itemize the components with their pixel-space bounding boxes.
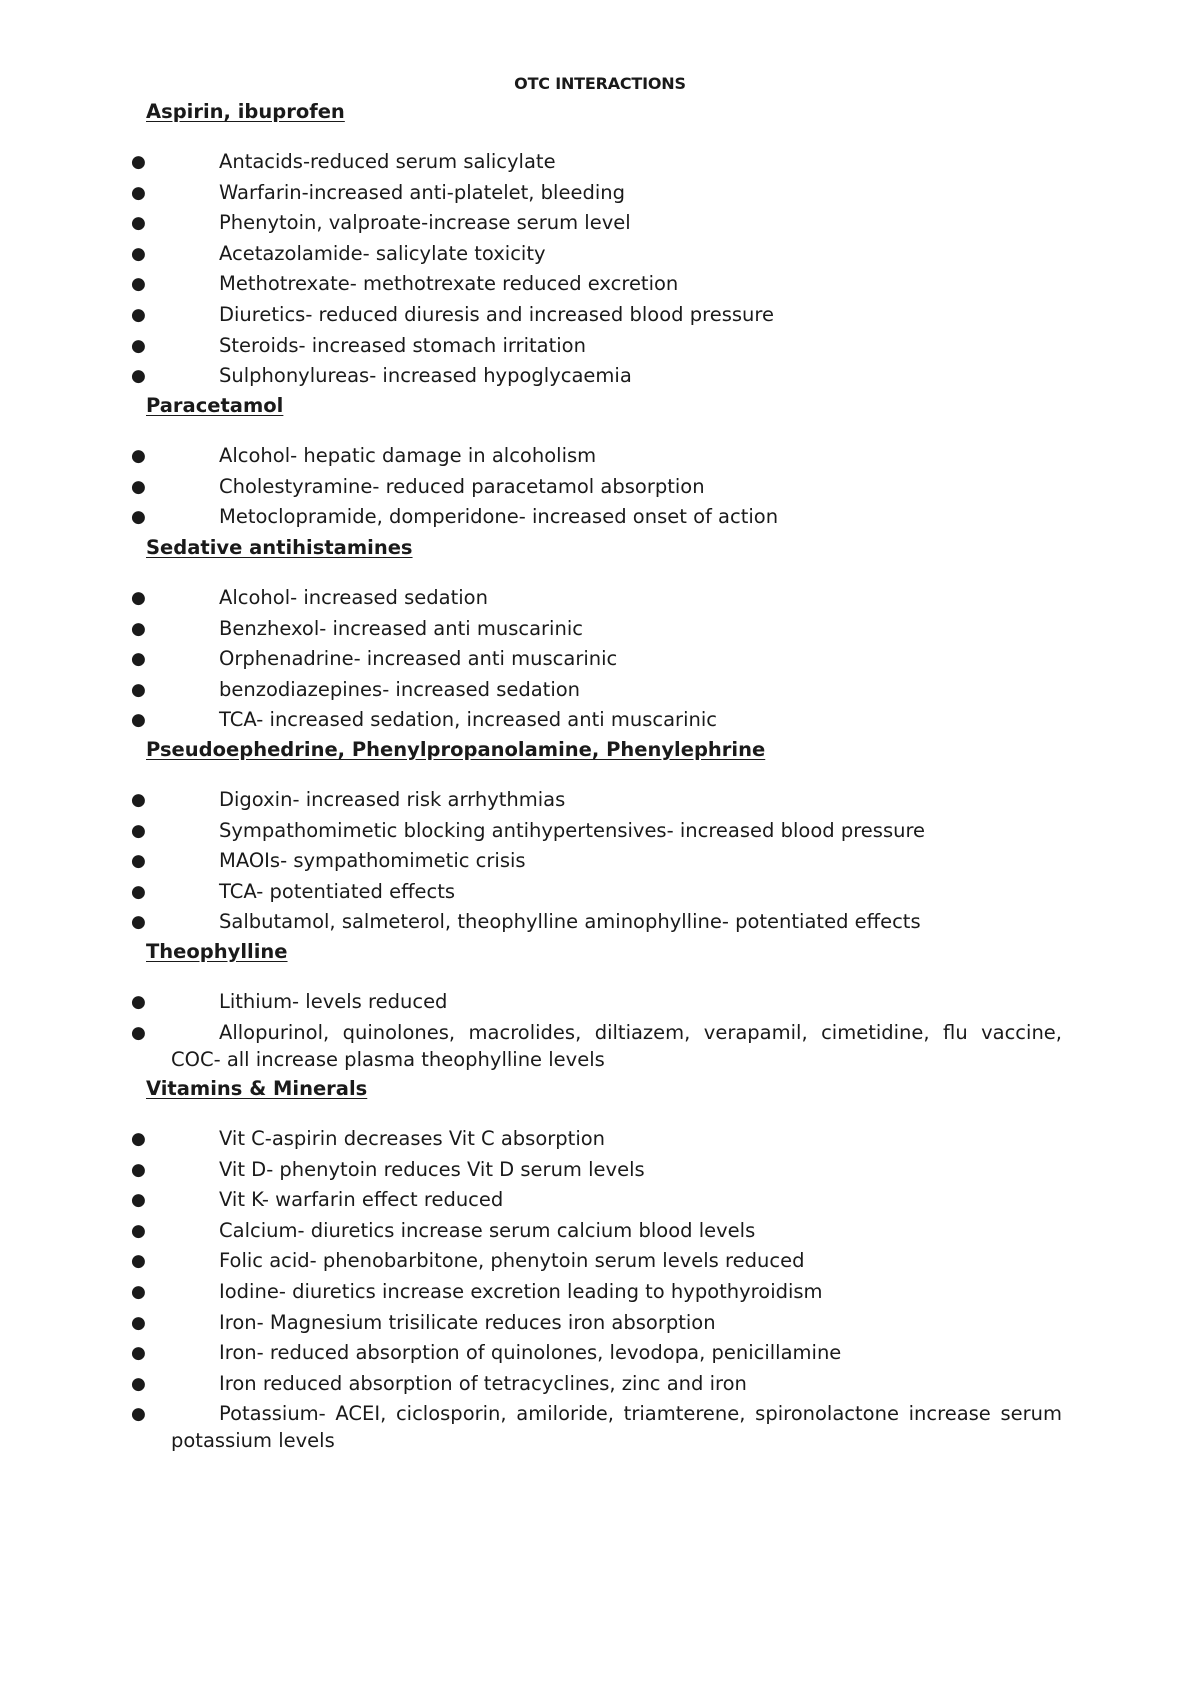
- bullet-icon: ●: [131, 1281, 146, 1302]
- bullet-icon: ●: [131, 992, 146, 1012]
- list-item: ● TCA- increased sedation, increased anti muscarinic: [0, 705, 1200, 736]
- bullet-icon: ●: [131, 912, 146, 933]
- bullet-icon: ●: [131, 710, 146, 731]
- bullet-icon: ●: [131, 366, 146, 387]
- list-item: ● Metoclopramide, domperidone- increased onset of action: [0, 502, 1200, 533]
- list-item: ● Digoxin- increased risk arrhythmias: [0, 785, 1200, 816]
- bullet-icon: ●: [131, 1312, 146, 1333]
- bullet-icon: ●: [131, 476, 146, 497]
- list-item: ● Phenytoin, valproate-increase serum level: [0, 208, 1200, 239]
- list-item: ● Orphenadrine- increased anti muscarinic: [0, 644, 1200, 675]
- list-item: ● Warfarin-increased anti-platelet, bleeding: [0, 178, 1200, 209]
- list-item: ● Sympathomimetic blocking antihypertensives- increased blood pressure: [0, 816, 1200, 847]
- list-item: ● Folic acid- phenobarbitone, phenytoin serum levels reduced: [0, 1246, 1200, 1277]
- bullet-icon: ●: [131, 851, 146, 872]
- bullet-icon: ●: [131, 507, 146, 528]
- bullet-icon: ●: [131, 1404, 146, 1425]
- list-item: ● benzodiazepines- increased sedation: [0, 675, 1200, 706]
- bullet-icon: ●: [131, 304, 146, 325]
- list-item: ● Diuretics- reduced diuresis and increased blood pressure: [0, 300, 1200, 331]
- list-item: ● Sulphonylureas- increased hypoglycaemia: [0, 361, 1200, 392]
- list-item: ● Steroids- increased stomach irritation: [0, 331, 1200, 362]
- list-item: ● Alcohol- hepatic damage in alcoholism: [0, 441, 1200, 472]
- interaction-list: [0, 583, 1200, 736]
- list-item: ● Alcohol- increased sedation: [0, 583, 1200, 614]
- bullet-icon: ●: [131, 618, 146, 639]
- list-item: ● Acetazolamide- salicylate toxicity: [0, 239, 1200, 270]
- list-item: ● TCA- potentiated effects: [0, 877, 1200, 908]
- list-item: ● Iron reduced absorption of tetracyclines, zinc and iron: [0, 1369, 1200, 1400]
- bullet-icon: ●: [131, 243, 146, 264]
- list-item: ● MAOIs- sympathomimetic crisis: [0, 846, 1200, 877]
- list-item: ● Calcium- diuretics increase serum calcium blood levels: [0, 1216, 1200, 1247]
- bullet-icon: ●: [131, 182, 146, 203]
- bullet-icon: ●: [131, 588, 146, 608]
- bullet-icon: ●: [131, 1220, 146, 1241]
- list-item: ● Vit K- warfarin effect reduced: [0, 1185, 1200, 1216]
- list-item: ● Iron- reduced absorption of quinolones, levodopa, penicillamine: [0, 1338, 1200, 1369]
- list-item: ● Potassium- ACEI, ciclosporin, amiloride, triamterene, spironolactone increase serum potassium levels: [0, 1399, 1200, 1456]
- bullet-icon: ●: [131, 679, 146, 700]
- interaction-list: [0, 147, 1200, 392]
- interaction-list: [0, 987, 1200, 1075]
- bullet-icon: ●: [131, 335, 146, 356]
- bullet-icon: ●: [131, 1159, 146, 1180]
- bullet-icon: ●: [131, 446, 146, 466]
- section-heading: Aspirin, ibuprofen: [146, 100, 345, 123]
- bullet-icon: ●: [131, 213, 146, 234]
- bullet-icon: ●: [131, 1343, 146, 1364]
- bullet-icon: ●: [131, 820, 146, 841]
- bullet-icon: ●: [131, 1190, 146, 1211]
- bullet-icon: ●: [131, 274, 146, 295]
- bullet-icon: ●: [131, 1373, 146, 1394]
- list-item: ● Vit D- phenytoin reduces Vit D serum levels: [0, 1155, 1200, 1186]
- list-item: ● Methotrexate- methotrexate reduced excretion: [0, 269, 1200, 300]
- list-item: ● Cholestyramine- reduced paracetamol absorption: [0, 472, 1200, 503]
- list-item: ● Salbutamol, salmeterol, theophylline aminophylline- potentiated effects: [0, 907, 1200, 938]
- document-title: OTC INTERACTIONS: [514, 74, 686, 93]
- list-item: ● Iodine- diuretics increase excretion leading to hypothyroidism: [0, 1277, 1200, 1308]
- section-heading: Pseudoephedrine, Phenylpropanolamine, Phenylephrine: [146, 738, 766, 761]
- interaction-list: [0, 441, 1200, 533]
- bullet-icon: ●: [131, 152, 146, 172]
- list-item: ● Allopurinol, quinolones, macrolides, diltiazem, verapamil, cimetidine, flu vaccine, COC- all increase plasma theophylline levels: [0, 1018, 1200, 1075]
- bullet-icon: ●: [131, 1129, 146, 1149]
- section-heading: Sedative antihistamines: [146, 536, 413, 559]
- list-item: ● Vit C-aspirin decreases Vit C absorption: [0, 1124, 1200, 1155]
- bullet-icon: ●: [131, 790, 146, 810]
- list-item: ● Lithium- levels reduced: [0, 987, 1200, 1018]
- list-item: ● Iron- Magnesium trisilicate reduces iron absorption: [0, 1308, 1200, 1339]
- list-item: ● Antacids-reduced serum salicylate: [0, 147, 1200, 178]
- section-heading: Theophylline: [146, 940, 288, 963]
- interaction-list: [0, 785, 1200, 938]
- bullet-icon: ●: [131, 1022, 146, 1043]
- interaction-list: [0, 1124, 1200, 1456]
- bullet-icon: ●: [131, 881, 146, 902]
- section-heading: Vitamins & Minerals: [146, 1077, 368, 1100]
- list-item: ● Benzhexol- increased anti muscarinic: [0, 614, 1200, 645]
- section-heading: Paracetamol: [146, 394, 284, 417]
- bullet-icon: ●: [131, 1251, 146, 1272]
- bullet-icon: ●: [131, 649, 146, 670]
